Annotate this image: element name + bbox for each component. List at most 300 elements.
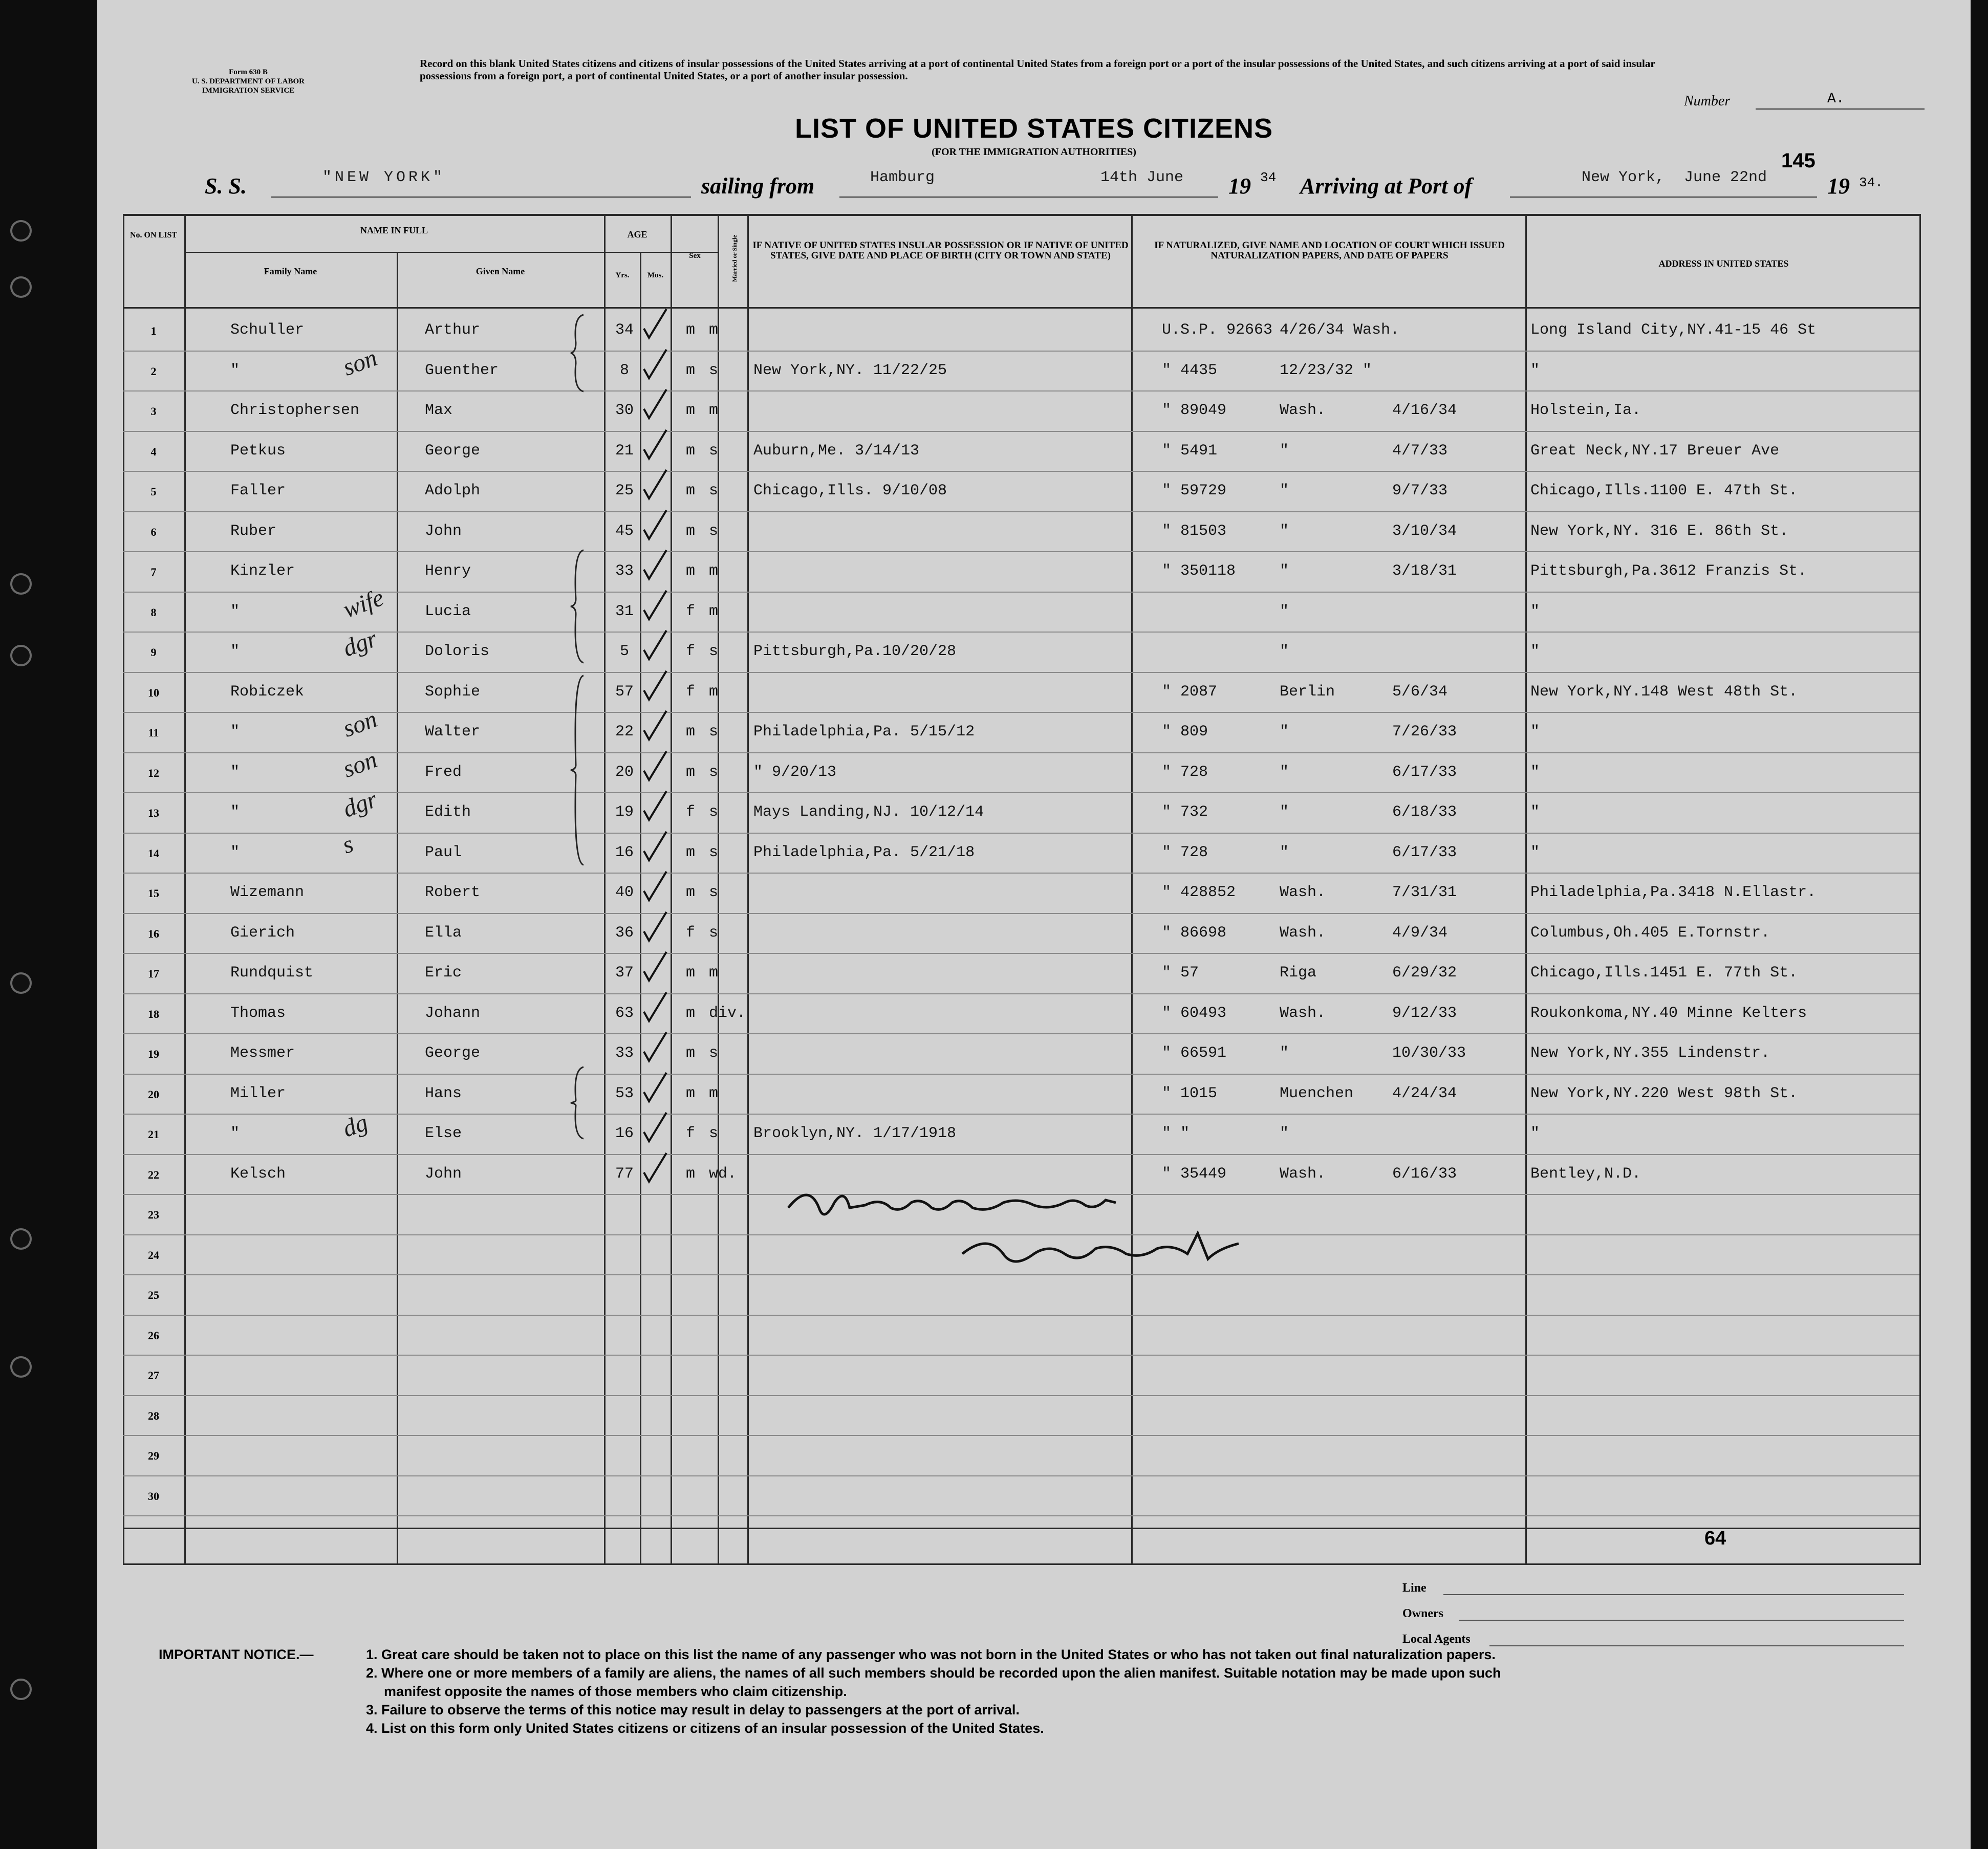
cell-family: Robiczek <box>230 683 305 701</box>
page-title: LIST OF UNITED STATES CITIZENS <box>795 113 1273 144</box>
check-mark-icon <box>640 469 671 505</box>
cell-given: Lucia <box>425 602 471 620</box>
cell-nat-no: " 35449 <box>1162 1165 1227 1183</box>
cell-family: Messmer <box>230 1045 295 1062</box>
cell-given: Else <box>425 1125 462 1142</box>
cell-sex: m <box>686 562 696 580</box>
cell-yrs: 21 <box>615 442 634 460</box>
cell-status: m <box>709 562 719 580</box>
row-rule <box>123 632 1919 633</box>
cell-given: Paul <box>425 843 462 861</box>
row-number: 27 <box>148 1369 159 1382</box>
check-mark-icon <box>640 750 671 786</box>
cell-address: New York,NY.148 West 48th St. <box>1530 683 1798 701</box>
cell-address: New York,NY.220 West 98th St. <box>1530 1084 1798 1102</box>
bottom-page-number: 64 <box>1704 1528 1726 1549</box>
cell-family: Gierich <box>230 924 295 942</box>
cell-status: m <box>709 321 719 339</box>
cell-yrs: 5 <box>619 643 629 660</box>
cell-family: Thomas <box>230 1004 286 1022</box>
col-divider <box>747 214 749 1565</box>
cell-status: s <box>709 1125 719 1142</box>
cell-nat-no: " 81503 <box>1162 522 1227 540</box>
row-rule <box>123 1435 1919 1436</box>
cell-nat-no: " 66591 <box>1162 1045 1227 1062</box>
department-name: U. S. DEPARTMENT OF LABOR <box>191 77 305 85</box>
binder-hole <box>10 1679 32 1700</box>
cell-birth: Brooklyn,NY. 1/17/1918 <box>753 1125 957 1142</box>
row-rule <box>123 511 1919 512</box>
cell-yrs: 16 <box>615 1125 634 1142</box>
check-mark-icon <box>640 308 671 344</box>
cell-yrs: 45 <box>615 522 634 540</box>
cell-sex: m <box>686 482 696 499</box>
cell-sex: m <box>686 361 696 379</box>
family-brace <box>568 312 589 394</box>
cell-nat-no: " 2087 <box>1162 683 1218 701</box>
row-rule <box>123 471 1919 472</box>
line-field <box>1443 1594 1904 1595</box>
cell-sex: f <box>686 924 696 942</box>
cell-sex: m <box>686 1165 696 1183</box>
form-identifier <box>146 68 351 95</box>
col-divider <box>123 214 124 1565</box>
table-bottom-border <box>123 1528 1919 1529</box>
cell-nat-date: 4/9/34 <box>1392 924 1448 942</box>
check-mark-icon <box>640 629 671 665</box>
cell-family: Rundquist <box>230 964 314 982</box>
cell-yrs: 31 <box>615 602 634 620</box>
cell-family: Christophersen <box>230 402 360 419</box>
row-number: 29 <box>148 1449 159 1462</box>
cell-family: Petkus <box>230 442 286 460</box>
handwritten-relationship-note: wife <box>339 583 387 623</box>
arriving-port: New York, <box>1582 169 1665 186</box>
cell-nat-no: U.S.P. 92663 <box>1162 321 1273 339</box>
col-divider <box>1131 214 1133 1565</box>
row-number: 30 <box>148 1489 159 1503</box>
cell-given: George <box>425 442 481 460</box>
local-agents-label: Local Agents <box>1402 1633 1471 1646</box>
check-mark-icon <box>640 911 671 947</box>
check-mark-icon <box>640 1112 671 1147</box>
row-rule <box>123 1114 1919 1115</box>
cell-nat-no: " " <box>1162 1125 1190 1142</box>
cell-status: m <box>709 683 719 701</box>
row-rule <box>123 712 1919 713</box>
cell-nat-place: " <box>1280 602 1289 620</box>
cell-given: Robert <box>425 884 481 901</box>
row-rule <box>123 873 1919 874</box>
form-number: Form 630 B <box>229 68 268 76</box>
cell-family: " <box>230 602 240 620</box>
header-family-name: Family Name <box>264 266 317 276</box>
cell-yrs: 30 <box>615 402 634 419</box>
cell-address: " <box>1530 763 1540 781</box>
sailing-label: sailing from <box>701 173 815 199</box>
cell-status: s <box>709 442 719 460</box>
check-mark-icon <box>640 388 671 424</box>
cell-birth: Philadelphia,Pa. 5/15/12 <box>753 723 975 741</box>
manifest-sheet <box>97 0 1971 1849</box>
cell-address: " <box>1530 361 1540 379</box>
cell-family: Kelsch <box>230 1165 286 1183</box>
number-value: A. <box>1827 91 1845 107</box>
cell-status: s <box>709 1045 719 1062</box>
cell-status: div. <box>709 1004 746 1022</box>
check-mark-icon <box>640 549 671 585</box>
cell-birth: Mays Landing,NJ. 10/12/14 <box>753 803 984 821</box>
cell-given: Sophie <box>425 683 481 701</box>
table-bottom-border-2 <box>123 1563 1919 1565</box>
cell-given: Henry <box>425 562 471 580</box>
cell-given: Max <box>425 402 453 419</box>
check-mark-icon <box>640 871 671 906</box>
cell-nat-no: " 428852 <box>1162 884 1236 901</box>
notice-item-2-cont: manifest opposite the names of those members who claim citizenship. <box>384 1684 847 1699</box>
cell-family: " <box>230 803 240 821</box>
handwritten-relationship-note: son <box>339 745 381 783</box>
cell-sex: m <box>686 1084 696 1102</box>
cell-nat-place: " <box>1280 803 1289 821</box>
header-native-birth: IF NATIVE OF UNITED STATES INSULAR POSSESSION OR IF NATIVE OF UNITED STATES, GIVE DATE AND PLACE OF BIRTH (CITY OR TOWN AND STATE) <box>752 240 1129 261</box>
row-rule <box>123 1154 1919 1155</box>
ship-name: "NEW YORK" <box>322 169 446 186</box>
cell-nat-date: 7/26/33 <box>1392 723 1457 741</box>
notice-item-3: 3. Failure to observe the terms of this notice may result in delay to passengers at the port of arrival. <box>366 1702 1020 1717</box>
cell-status: m <box>709 1084 719 1102</box>
cell-nat-date: 9/7/33 <box>1392 482 1448 499</box>
cell-family: " <box>230 361 240 379</box>
cell-birth: Pittsburgh,Pa.10/20/28 <box>753 643 957 660</box>
cell-nat-date: 5/6/34 <box>1392 683 1448 701</box>
cell-sex: m <box>686 522 696 540</box>
cell-given: Walter <box>425 723 481 741</box>
cell-nat-no: " 728 <box>1162 763 1208 781</box>
cell-sex: m <box>686 723 696 741</box>
header-age: AGE <box>627 229 647 240</box>
handwritten-relationship-note: dg <box>339 1108 372 1143</box>
cell-yrs: 25 <box>615 482 634 499</box>
number-underline <box>1756 108 1925 110</box>
header-subdivider <box>184 252 719 253</box>
row-number: 13 <box>148 807 159 819</box>
cell-family: Ruber <box>230 522 277 540</box>
cell-given: Johann <box>425 1004 481 1022</box>
cell-given: Fred <box>425 763 462 781</box>
notice-item-1: 1. Great care should be taken not to place on this list the name of any passenger who was not born in the United States or who has not taken out final naturalization papers. <box>366 1647 1496 1662</box>
row-number: 20 <box>148 1087 159 1101</box>
handwritten-relationship-note: son <box>339 343 381 381</box>
check-mark-icon <box>640 590 671 625</box>
header-mos: Mos. <box>647 271 664 279</box>
check-mark-icon <box>640 670 671 706</box>
cell-family: Wizemann <box>230 884 305 901</box>
cell-nat-date: 4/7/33 <box>1392 442 1448 460</box>
cell-yrs: 77 <box>615 1165 634 1183</box>
header-naturalized: IF NATURALIZED, GIVE NAME AND LOCATION OF COURT WHICH ISSUED NATURALIZATION PAPERS, AND DATE OF PAPERS <box>1154 240 1505 261</box>
arriving-underline <box>1510 197 1817 198</box>
date-underline <box>1095 197 1218 198</box>
header-no-on-list: No. ON LIST <box>129 231 178 240</box>
header-yrs: Yrs. <box>615 271 630 279</box>
cell-nat-place: " <box>1280 763 1289 781</box>
header-given-name: Given Name <box>476 266 525 276</box>
cell-status: s <box>709 482 719 499</box>
cell-status: s <box>709 723 719 741</box>
cell-sex: m <box>686 884 696 901</box>
ship-underline <box>271 197 691 198</box>
sailing-port: Hamburg <box>870 169 935 186</box>
header-married-single: Married or Single <box>731 235 738 282</box>
row-rule <box>123 1515 1919 1516</box>
cell-nat-no: " 732 <box>1162 803 1208 821</box>
row-number: 14 <box>148 846 159 860</box>
cell-yrs: 16 <box>615 843 634 861</box>
header-sex: Sex <box>689 252 701 260</box>
owners-label: Owners <box>1402 1607 1443 1620</box>
row-number: 28 <box>148 1409 159 1422</box>
row-number: 26 <box>148 1329 159 1342</box>
cell-given: George <box>425 1045 481 1062</box>
page-subtitle: (FOR THE IMMIGRATION AUTHORITIES) <box>932 146 1136 158</box>
check-mark-icon <box>640 1072 671 1107</box>
cell-nat-place: Wash. <box>1280 924 1326 942</box>
arriving-year-prefix: 19 <box>1827 173 1850 199</box>
cell-birth: Philadelphia,Pa. 5/21/18 <box>753 843 975 861</box>
cell-nat-place: 4/26/34 Wash. <box>1280 321 1400 339</box>
row-rule <box>123 1475 1919 1476</box>
cell-nat-no: " 4435 <box>1162 361 1218 379</box>
page-number: 145 <box>1781 149 1816 172</box>
row-number: 24 <box>148 1248 159 1261</box>
cell-yrs: 8 <box>619 361 629 379</box>
cell-address: Roukonkoma,NY.40 Minne Kelters <box>1530 1004 1807 1022</box>
cell-address: Columbus,Oh.405 E.Tornstr. <box>1530 924 1770 942</box>
cell-status: m <box>709 402 719 419</box>
cell-yrs: 33 <box>615 562 634 580</box>
row-number: 19 <box>148 1048 159 1060</box>
cell-given: Hans <box>425 1084 462 1102</box>
check-mark-icon <box>640 349 671 384</box>
cell-given: Arthur <box>425 321 481 339</box>
cell-yrs: 53 <box>615 1084 634 1102</box>
cell-yrs: 36 <box>615 924 634 942</box>
check-mark-icon <box>640 951 671 987</box>
cell-nat-date: 4/16/34 <box>1392 402 1457 419</box>
cell-address: " <box>1530 843 1540 861</box>
cell-address: Philadelphia,Pa.3418 N.Ellastr. <box>1530 884 1817 901</box>
binder-hole <box>10 220 32 242</box>
cell-family: Schuller <box>230 321 305 339</box>
cell-sex: m <box>686 763 696 781</box>
cell-nat-place: " <box>1280 643 1289 660</box>
cell-yrs: 22 <box>615 723 634 741</box>
cell-status: m <box>709 602 719 620</box>
cell-family: " <box>230 843 240 861</box>
cell-nat-place: Wash. <box>1280 402 1326 419</box>
form-instructions: Record on this blank United States citizens and citizens of insular possessions of the United States arriving at a port of continental United States from a foreign port or a port of the insular possessions of the United States, and such citizens arriving at a port of said insular possessions from a foreign port, a port of continental United States, or a port of another insular possession. <box>420 57 1655 82</box>
cell-nat-date: 9/12/33 <box>1392 1004 1457 1022</box>
cell-nat-place: Wash. <box>1280 884 1326 901</box>
col-divider <box>184 214 186 1565</box>
cell-nat-date: 10/30/33 <box>1392 1045 1466 1062</box>
sailing-date: 14th June <box>1100 169 1184 186</box>
cell-status: s <box>709 361 719 379</box>
owners-field <box>1459 1620 1904 1621</box>
cell-given: John <box>425 522 462 540</box>
cell-family: " <box>230 763 240 781</box>
header-address: ADDRESS IN UNITED STATES <box>1658 258 1789 269</box>
cell-family: " <box>230 723 240 741</box>
cell-status: s <box>709 803 719 821</box>
cell-sex: f <box>686 683 696 701</box>
cell-nat-place: " <box>1280 562 1289 580</box>
cell-nat-no: " 350118 <box>1162 562 1236 580</box>
cell-nat-no: " 728 <box>1162 843 1208 861</box>
cell-given: Guenther <box>425 361 499 379</box>
row-rule <box>123 1355 1919 1356</box>
row-number: 8 <box>150 605 157 619</box>
cell-nat-no: " 57 <box>1162 964 1199 982</box>
cell-family: " <box>230 643 240 660</box>
row-number: 10 <box>148 686 159 699</box>
cell-nat-no: " 60493 <box>1162 1004 1227 1022</box>
cell-address: Holstein,Ia. <box>1530 402 1641 419</box>
family-brace <box>568 1064 589 1141</box>
cell-family: Miller <box>230 1084 286 1102</box>
cell-yrs: 63 <box>615 1004 634 1022</box>
binder-hole <box>10 1356 32 1378</box>
cell-nat-date: 6/18/33 <box>1392 803 1457 821</box>
cell-nat-date: 6/17/33 <box>1392 843 1457 861</box>
cell-given: Eric <box>425 964 462 982</box>
cell-address: Bentley,N.D. <box>1530 1165 1641 1183</box>
row-rule <box>123 792 1919 793</box>
notice-item-4: 4. List on this form only United States citizens or citizens of an insular possession of the United States. <box>366 1721 1044 1736</box>
row-number: 11 <box>148 726 159 739</box>
header-name-in-full: NAME IN FULL <box>360 225 428 235</box>
cell-yrs: 34 <box>615 321 634 339</box>
binder-hole <box>10 645 32 666</box>
cell-sex: f <box>686 602 696 620</box>
cell-birth: Auburn,Me. 3/14/13 <box>753 442 920 460</box>
cell-sex: f <box>686 1125 696 1142</box>
cell-nat-date: 3/18/31 <box>1392 562 1457 580</box>
sailing-underline <box>839 197 1095 198</box>
row-rule <box>123 672 1919 673</box>
handwritten-relationship-note: dgr <box>339 786 381 823</box>
row-rule <box>123 993 1919 994</box>
cell-nat-no: " 59729 <box>1162 482 1227 499</box>
row-rule <box>123 551 1919 552</box>
line-label: Line <box>1402 1581 1427 1595</box>
arriving-year-suffix: 34. <box>1859 175 1883 190</box>
local-agents-field <box>1489 1645 1904 1646</box>
cell-nat-date: 6/17/33 <box>1392 763 1457 781</box>
sailing-year-prefix: 19 <box>1228 173 1251 199</box>
cell-birth: New York,NY. 11/22/25 <box>753 361 947 379</box>
family-brace <box>568 673 589 867</box>
arriving-date: June 22nd <box>1684 169 1767 186</box>
cell-sex: m <box>686 321 696 339</box>
arriving-label: Arriving at Port of <box>1300 173 1473 199</box>
cell-address: New York,NY. 316 E. 86th St. <box>1530 522 1789 540</box>
col-divider <box>671 214 672 1565</box>
cell-given: Adolph <box>425 482 481 499</box>
row-number: 17 <box>148 967 159 980</box>
row-number: 3 <box>150 405 157 418</box>
col-divider <box>397 252 398 1565</box>
cell-nat-date: 6/16/33 <box>1392 1165 1457 1183</box>
cell-sex: m <box>686 442 696 460</box>
cell-given: John <box>425 1165 462 1183</box>
table-top-border <box>123 214 1919 216</box>
cell-address: Pittsburgh,Pa.3612 Franzis St. <box>1530 562 1807 580</box>
row-rule <box>123 752 1919 753</box>
cell-address: " <box>1530 602 1540 620</box>
cell-sex: m <box>686 1045 696 1062</box>
row-rule <box>123 431 1919 432</box>
row-number: 22 <box>148 1168 159 1181</box>
check-mark-icon <box>640 1031 671 1067</box>
row-number: 23 <box>148 1208 159 1221</box>
row-rule <box>123 953 1919 954</box>
cell-status: s <box>709 522 719 540</box>
number-label: Number <box>1684 93 1731 109</box>
row-number: 18 <box>148 1007 159 1020</box>
row-number: 7 <box>150 565 157 578</box>
cell-family: " <box>230 1125 240 1142</box>
ss-label: S. S. <box>205 173 247 199</box>
cell-nat-place: " <box>1280 723 1289 741</box>
cell-nat-no: " 5491 <box>1162 442 1218 460</box>
row-number: 16 <box>148 927 159 940</box>
cell-nat-place: Berlin <box>1280 683 1335 701</box>
notice-title: IMPORTANT NOTICE.— <box>159 1647 314 1662</box>
binder-hole <box>10 276 32 298</box>
row-rule <box>123 351 1919 352</box>
cell-nat-place: " <box>1280 1045 1289 1062</box>
cell-yrs: 20 <box>615 763 634 781</box>
row-number: 15 <box>148 887 159 900</box>
check-mark-icon <box>640 831 671 866</box>
cell-nat-date: 6/29/32 <box>1392 964 1457 982</box>
cell-sex: m <box>686 1004 696 1022</box>
cell-nat-no: " 809 <box>1162 723 1208 741</box>
cell-yrs: 19 <box>615 803 634 821</box>
cell-address: " <box>1530 723 1540 741</box>
cell-address: " <box>1530 643 1540 660</box>
sailing-year-suffix: 34 <box>1260 170 1277 185</box>
row-number: 4 <box>150 445 157 458</box>
cell-address: Great Neck,NY.17 Breuer Ave <box>1530 442 1780 460</box>
row-rule <box>123 833 1919 834</box>
cell-address: " <box>1530 803 1540 821</box>
row-number: 21 <box>148 1128 159 1141</box>
cell-yrs: 33 <box>615 1045 634 1062</box>
cell-nat-date: 7/31/31 <box>1392 884 1457 901</box>
cell-nat-place: Riga <box>1280 964 1317 982</box>
cell-nat-place: " <box>1280 1125 1289 1142</box>
row-rule <box>123 592 1919 593</box>
check-mark-icon <box>640 429 671 465</box>
row-rule <box>123 1033 1919 1034</box>
row-rule <box>123 390 1919 391</box>
cell-status: s <box>709 763 719 781</box>
check-mark-icon <box>640 710 671 746</box>
row-number: 12 <box>148 766 159 779</box>
